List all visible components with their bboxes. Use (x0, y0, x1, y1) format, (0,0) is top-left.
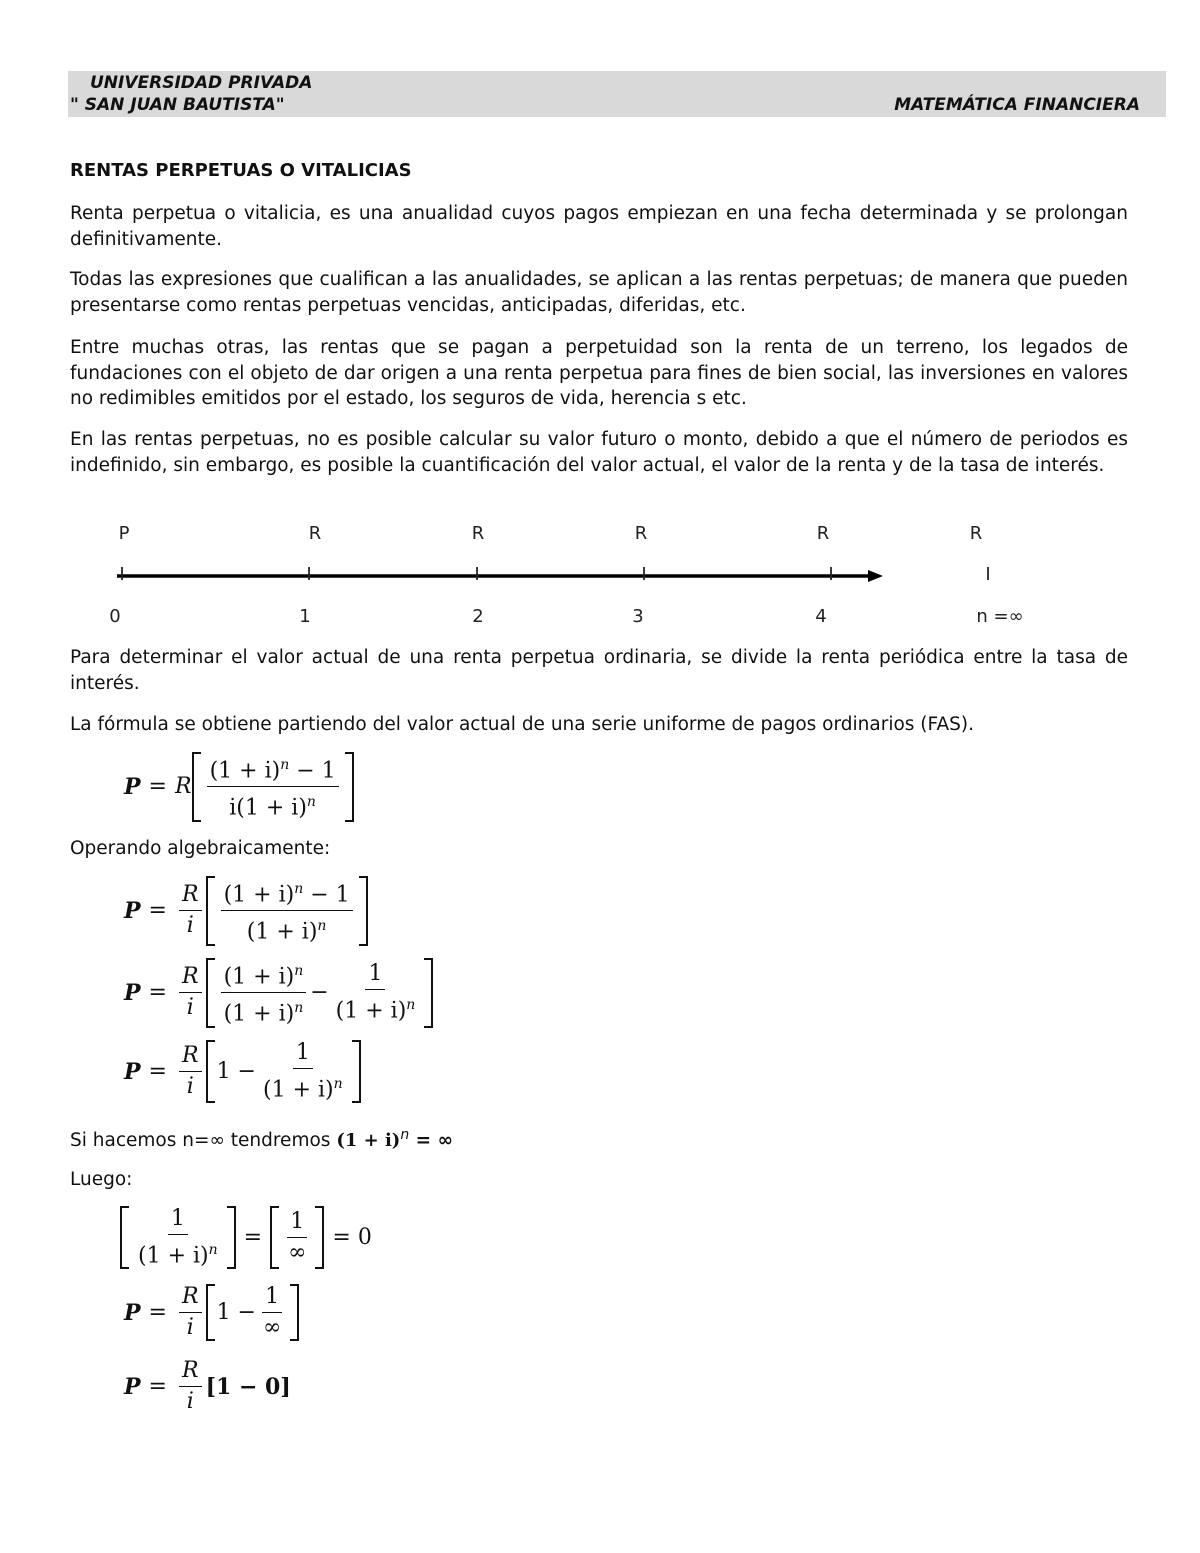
si-hacemos-expr: (1 + i) (336, 1130, 401, 1152)
section-title: RENTAS PERPETUAS O VITALICIAS (70, 160, 412, 181)
equals-sign: = (148, 1059, 167, 1085)
right-bracket (315, 1206, 324, 1269)
paragraph-1: Renta perpetua o vitalicia, es una anualidad cuyos pagos empiezan en una fecha determinada y se prolongan definitivamente. (70, 203, 1128, 250)
timeline-period-label-1: 1 (299, 606, 311, 627)
paragraph-2: Todas las expresiones que cualifican a las anualidades, se aplican a las rentas perpetuas; de manera que pueden presentarse como rentas perpetuas vencidas, anticipadas, diferidas, etc. (70, 269, 1128, 316)
term-one-minus: 1 − (216, 1300, 256, 1325)
fraction-R-over-i: $\frac{R}{i}$ (179, 964, 202, 1021)
symbol-P: P (124, 1058, 141, 1085)
timeline-tick-2: I (474, 564, 480, 585)
timeline-top-label-1: R (308, 523, 322, 544)
timeline-period-label-0: 0 (109, 606, 121, 627)
formula-result (124, 1358, 291, 1415)
equals-zero: = 0 (332, 1225, 372, 1251)
equals-sign: = (148, 1300, 167, 1325)
equals-sign: = (148, 980, 167, 1006)
timeline-period-label-3: 3 (632, 606, 644, 627)
right-bracket (227, 1206, 236, 1269)
page-header (68, 71, 1166, 117)
luego-label: Luego: (70, 1169, 133, 1190)
university-name: UNIVERSIDAD PRIVADA (90, 73, 313, 93)
equals-sign: = (243, 1225, 263, 1251)
timeline-period-label-5: n =∞ (976, 606, 1024, 627)
left-bracket (206, 1284, 215, 1341)
formula-fas (124, 752, 354, 822)
left-bracket (192, 752, 201, 822)
formula-step-1 (124, 876, 368, 946)
right-bracket (345, 752, 354, 822)
fraction: $\frac{1}{(1 + i)^n}$ (263, 1040, 343, 1103)
left-bracket (120, 1206, 129, 1269)
timeline-top-label-3: R (634, 523, 648, 544)
left-bracket (206, 876, 215, 946)
si-hacemos-line (70, 1123, 1128, 1154)
formula-limit (120, 1206, 380, 1269)
timeline-top-label-5: R (969, 523, 983, 544)
operando-label: Operando algebraicamente: (70, 838, 331, 859)
term-one-minus-zero: [1 − 0] (205, 1373, 291, 1400)
timeline-top-label-2: R (471, 523, 485, 544)
fraction: $\frac{1}{(1 + i)^n}$ (138, 1206, 218, 1269)
si-hacemos-exp: n (400, 1127, 410, 1143)
fraction-R-over-i: $\frac{R}{i}$ (179, 1043, 202, 1100)
fraction-b: $\frac{1}{(1 + i)^n}$ (335, 961, 416, 1024)
fraction-a: $\frac{(1 + i)^n}{(1 + i)^n}$ (221, 958, 307, 1028)
right-bracket (352, 1040, 361, 1103)
formula-step-4 (124, 1284, 299, 1341)
paragraph-5: Para determinar el valor actual de una renta perpetua ordinaria, se divide la renta periódica entre la tasa de interés. (70, 647, 1128, 694)
symbol-P: P (124, 773, 141, 800)
fraction-R-over-i: $\frac{R}{i}$ (179, 882, 202, 939)
term-one-plus-i: (1 + i) (209, 758, 281, 784)
timeline-period-label-2: 2 (472, 606, 484, 627)
formula-step-3 (124, 1040, 361, 1103)
left-bracket (206, 1040, 215, 1103)
paragraph-3: Entre muchas otras, las rentas que se pagan a perpetuidad son la renta de un terreno, los legados de fundaciones con el objeto de dar origen a una renta perpetua para fines de bien social, las inversiones en valores no redimibles emitidos por el estado, los seguros de vida, herencia s etc. (70, 337, 1128, 409)
formula-step-2 (124, 958, 433, 1028)
timeline-tick-0: I (119, 564, 125, 585)
equals-sign: = (148, 774, 167, 800)
symbol-P: P (124, 979, 141, 1006)
equals-sign: = (148, 898, 167, 924)
timeline-top-label-0: P (118, 523, 130, 544)
minus-sign: − (310, 980, 329, 1006)
fraction (207, 752, 339, 822)
symbol-P: P (124, 1299, 141, 1326)
right-bracket (424, 958, 433, 1028)
timeline-tick-3: I (641, 564, 647, 585)
fraction: $\frac{(1 + i)^n - 1}{(1 + i)^n}$ (221, 876, 353, 946)
exp-n: n (280, 757, 290, 773)
timeline-top-label-4: R (816, 523, 830, 544)
symbol-R: R (174, 774, 192, 800)
fraction-one-over-infinity: $\frac{1}{\infty}$ (263, 1284, 282, 1340)
term-minus-one: − 1 (296, 758, 336, 784)
exp-n: n (306, 794, 316, 811)
timeline-tick-4: I (828, 564, 834, 585)
si-hacemos-result: = ∞ (409, 1130, 453, 1152)
paragraph-6: La fórmula se obtiene partiendo del valor actual de una serie uniforme de pagos ordinarios (FAS). (70, 714, 974, 735)
timeline-tick-5: I (985, 564, 991, 585)
fraction-R-over-i: $\frac{R}{i}$ (179, 1284, 202, 1341)
symbol-P: P (124, 897, 141, 924)
paragraph-4: En las rentas perpetuas, no es posible calcular su valor futuro o monto, debido a que el número de periodos es indefinido, sin embargo, es posible la cuantificación del valor actual, el valor de la renta y de la tasa de interés. (70, 429, 1128, 476)
si-hacemos-text: Si hacemos n=∞ tendremos (70, 1130, 337, 1152)
equals-sign: = (148, 1374, 167, 1399)
fraction-one-over-infinity: $\frac{1}{\infty}$ (288, 1209, 307, 1266)
timeline-arrowhead (868, 570, 883, 582)
right-bracket (290, 1284, 299, 1341)
term-i-one-plus-i: i(1 + i) (229, 795, 307, 821)
right-bracket (359, 876, 368, 946)
left-bracket (206, 958, 215, 1028)
term-one-minus: 1 − (216, 1059, 256, 1085)
university-subname: " SAN JUAN BAUTISTA" (70, 95, 285, 115)
timeline-period-label-4: 4 (815, 606, 827, 627)
timeline-tick-1: I (306, 564, 312, 585)
course-name: MATEMÁTICA FINANCIERA (894, 95, 1140, 115)
fraction-R-over-i: $\frac{R}{i}$ (179, 1358, 202, 1415)
left-bracket (270, 1206, 279, 1269)
symbol-P: P (124, 1373, 141, 1400)
